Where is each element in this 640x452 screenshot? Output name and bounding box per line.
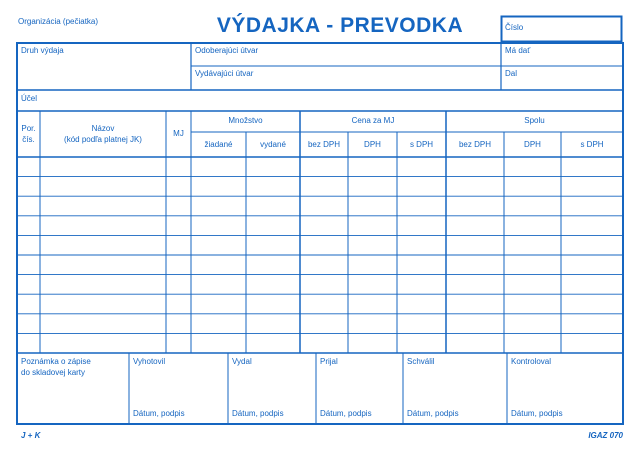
cell-name[interactable] (41, 256, 165, 274)
cell-total-no-vat[interactable] (447, 197, 503, 215)
cell-seq[interactable] (18, 217, 39, 235)
cell-total-vat[interactable] (505, 217, 560, 235)
number-field[interactable] (502, 17, 621, 41)
cell-price-vat[interactable] (349, 295, 396, 313)
col-requested: žiadané (204, 140, 233, 149)
cell-price-vat[interactable] (349, 178, 396, 196)
cell-seq[interactable] (18, 158, 39, 176)
cell-price-no-vat[interactable] (301, 236, 347, 254)
cell-price-vat[interactable] (349, 256, 396, 274)
cell-price-no-vat[interactable] (301, 315, 347, 333)
approved-by-date-signature: Dátum, podpis (407, 409, 459, 418)
group-quantity: Množstvo (228, 116, 263, 125)
issue-type-field[interactable] (18, 44, 190, 89)
col-seq-line2: čís. (22, 135, 35, 144)
cell-seq[interactable] (18, 295, 39, 313)
cell-name[interactable] (41, 178, 165, 196)
cell-seq[interactable] (18, 178, 39, 196)
cell-price-with-vat[interactable] (398, 197, 445, 215)
cell-name[interactable] (41, 236, 165, 254)
note-field[interactable] (18, 354, 128, 423)
cell-total-with-vat[interactable] (562, 197, 622, 215)
cell-unit[interactable] (167, 217, 190, 235)
cell-total-vat[interactable] (505, 315, 560, 333)
cell-requested[interactable] (192, 256, 245, 274)
cell-issued[interactable] (247, 256, 299, 274)
cell-seq[interactable] (18, 256, 39, 274)
price-col-vat: DPH (364, 140, 381, 149)
cell-price-with-vat[interactable] (398, 236, 445, 254)
cell-total-no-vat[interactable] (447, 334, 503, 352)
cell-unit[interactable] (167, 236, 190, 254)
cell-price-no-vat[interactable] (301, 295, 347, 313)
cell-price-with-vat[interactable] (398, 315, 445, 333)
cell-total-with-vat[interactable] (562, 236, 622, 254)
cell-price-no-vat[interactable] (301, 158, 347, 176)
cell-requested[interactable] (192, 295, 245, 313)
cell-total-no-vat[interactable] (447, 236, 503, 254)
cell-name[interactable] (41, 197, 165, 215)
received-by-field[interactable] (317, 354, 402, 423)
cell-price-with-vat[interactable] (398, 217, 445, 235)
receiving-unit-field[interactable] (192, 44, 500, 65)
number-label: Číslo (505, 23, 524, 32)
cell-total-with-vat[interactable] (562, 178, 622, 196)
cell-price-no-vat[interactable] (301, 276, 347, 294)
cell-total-with-vat[interactable] (562, 256, 622, 274)
cell-requested[interactable] (192, 178, 245, 196)
cell-total-no-vat[interactable] (447, 276, 503, 294)
cell-total-vat[interactable] (505, 334, 560, 352)
cell-total-vat[interactable] (505, 256, 560, 274)
cell-requested[interactable] (192, 158, 245, 176)
cell-seq[interactable] (18, 315, 39, 333)
cell-total-vat[interactable] (505, 197, 560, 215)
cell-requested[interactable] (192, 334, 245, 352)
credit-field[interactable] (502, 67, 622, 89)
group-total: Spolu (524, 116, 545, 125)
cell-issued[interactable] (247, 276, 299, 294)
cell-total-vat[interactable] (505, 295, 560, 313)
cell-price-vat[interactable] (349, 334, 396, 352)
issue-type-label: Druh výdaja (21, 46, 64, 55)
cell-price-vat[interactable] (349, 197, 396, 215)
issued-by-date-signature: Dátum, podpis (232, 409, 284, 418)
cell-total-vat[interactable] (505, 276, 560, 294)
cell-issued[interactable] (247, 217, 299, 235)
cell-total-no-vat[interactable] (447, 178, 503, 196)
cell-total-no-vat[interactable] (447, 256, 503, 274)
debit-field[interactable] (502, 44, 622, 65)
purpose-field[interactable] (18, 91, 622, 110)
cell-total-no-vat[interactable] (447, 315, 503, 333)
issued-by-label: Vydal (232, 357, 252, 366)
cell-unit[interactable] (167, 315, 190, 333)
cell-total-with-vat[interactable] (562, 295, 622, 313)
cell-total-no-vat[interactable] (447, 217, 503, 235)
debit-label: Má dať (505, 46, 531, 55)
issuing-unit-label: Vydávajúci útvar (195, 69, 254, 78)
cell-requested[interactable] (192, 236, 245, 254)
price-col-no-vat: bez DPH (307, 140, 340, 149)
checked-by-field[interactable] (508, 354, 622, 423)
note-line2: do skladovej karty (21, 368, 86, 377)
note-line1: Poznámka o zápise (21, 357, 91, 366)
cell-issued[interactable] (247, 158, 299, 176)
cell-total-with-vat[interactable] (562, 217, 622, 235)
issuing-unit-field[interactable] (192, 67, 500, 89)
cell-requested[interactable] (192, 315, 245, 333)
cell-unit[interactable] (167, 178, 190, 196)
cell-requested[interactable] (192, 276, 245, 294)
prepared-by-date-signature: Dátum, podpis (133, 409, 185, 418)
cell-issued[interactable] (247, 295, 299, 313)
cell-seq[interactable] (18, 236, 39, 254)
approved-by-field[interactable] (404, 354, 506, 423)
cell-name[interactable] (41, 334, 165, 352)
cell-name[interactable] (41, 295, 165, 313)
total-col-no-vat: bez DPH (458, 140, 491, 149)
cell-price-with-vat[interactable] (398, 158, 445, 176)
cell-total-no-vat[interactable] (447, 158, 503, 176)
cell-price-vat[interactable] (349, 236, 396, 254)
cell-unit[interactable] (167, 256, 190, 274)
cell-price-with-vat[interactable] (398, 256, 445, 274)
cell-total-vat[interactable] (505, 236, 560, 254)
cell-issued[interactable] (247, 178, 299, 196)
purpose-label: Účel (21, 94, 38, 103)
cell-issued[interactable] (247, 236, 299, 254)
col-name-line2: (kód podľa platnej JK) (64, 135, 142, 144)
cell-price-no-vat[interactable] (301, 256, 347, 274)
cell-total-vat[interactable] (505, 178, 560, 196)
cell-total-with-vat[interactable] (562, 158, 622, 176)
checked-by-label: Kontroloval (511, 357, 552, 366)
received-by-date-signature: Dátum, podpis (320, 409, 372, 418)
cell-name[interactable] (41, 276, 165, 294)
cell-total-vat[interactable] (505, 158, 560, 176)
cell-price-vat[interactable] (349, 315, 396, 333)
cell-unit[interactable] (167, 295, 190, 313)
prepared-by-field[interactable] (130, 354, 227, 423)
cell-issued[interactable] (247, 197, 299, 215)
issued-by-field[interactable] (229, 354, 315, 423)
col-issued: vydané (260, 140, 286, 149)
form-title: VÝDAJKA - PREVODKA (216, 14, 464, 37)
cell-price-no-vat[interactable] (301, 197, 347, 215)
cell-total-with-vat[interactable] (562, 315, 622, 333)
cell-total-with-vat[interactable] (562, 276, 622, 294)
cell-seq[interactable] (18, 197, 39, 215)
total-col-with-vat: s DPH (580, 140, 604, 149)
col-seq-line1: Por. (21, 124, 36, 133)
cell-total-no-vat[interactable] (447, 295, 503, 313)
cell-name[interactable] (41, 315, 165, 333)
cell-price-vat[interactable] (349, 217, 396, 235)
printer-mark: J + K (21, 431, 41, 440)
cell-price-no-vat[interactable] (301, 334, 347, 352)
cell-price-with-vat[interactable] (398, 178, 445, 196)
cell-unit[interactable] (167, 334, 190, 352)
total-col-vat: DPH (524, 140, 541, 149)
cell-seq[interactable] (18, 334, 39, 352)
cell-requested[interactable] (192, 197, 245, 215)
approved-by-label: Schválil (407, 357, 435, 366)
cell-price-vat[interactable] (349, 276, 396, 294)
group-price: Cena za MJ (351, 116, 395, 125)
cell-unit[interactable] (167, 276, 190, 294)
cell-seq[interactable] (18, 276, 39, 294)
cell-price-with-vat[interactable] (398, 295, 445, 313)
checked-by-date-signature: Dátum, podpis (511, 409, 563, 418)
cell-name[interactable] (41, 158, 165, 176)
received-by-label: Prijal (320, 357, 338, 366)
col-unit: MJ (173, 129, 184, 138)
credit-label: Dal (505, 69, 518, 78)
cell-issued[interactable] (247, 334, 299, 352)
organization-label: Organizácia (pečiatka) (18, 17, 99, 26)
cell-price-with-vat[interactable] (398, 334, 445, 352)
cell-requested[interactable] (192, 217, 245, 235)
cell-price-no-vat[interactable] (301, 178, 347, 196)
cell-total-with-vat[interactable] (562, 334, 622, 352)
col-name-line1: Názov (91, 124, 115, 133)
cell-name[interactable] (41, 217, 165, 235)
cell-unit[interactable] (167, 158, 190, 176)
cell-unit[interactable] (167, 197, 190, 215)
form-code: IGAZ 070 (588, 431, 623, 440)
cell-price-no-vat[interactable] (301, 217, 347, 235)
cell-price-vat[interactable] (349, 158, 396, 176)
cell-price-with-vat[interactable] (398, 276, 445, 294)
cell-issued[interactable] (247, 315, 299, 333)
prepared-by-label: Vyhotovil (133, 357, 166, 366)
receiving-unit-label: Odoberajúci útvar (195, 46, 259, 55)
price-col-with-vat: s DPH (409, 140, 434, 149)
